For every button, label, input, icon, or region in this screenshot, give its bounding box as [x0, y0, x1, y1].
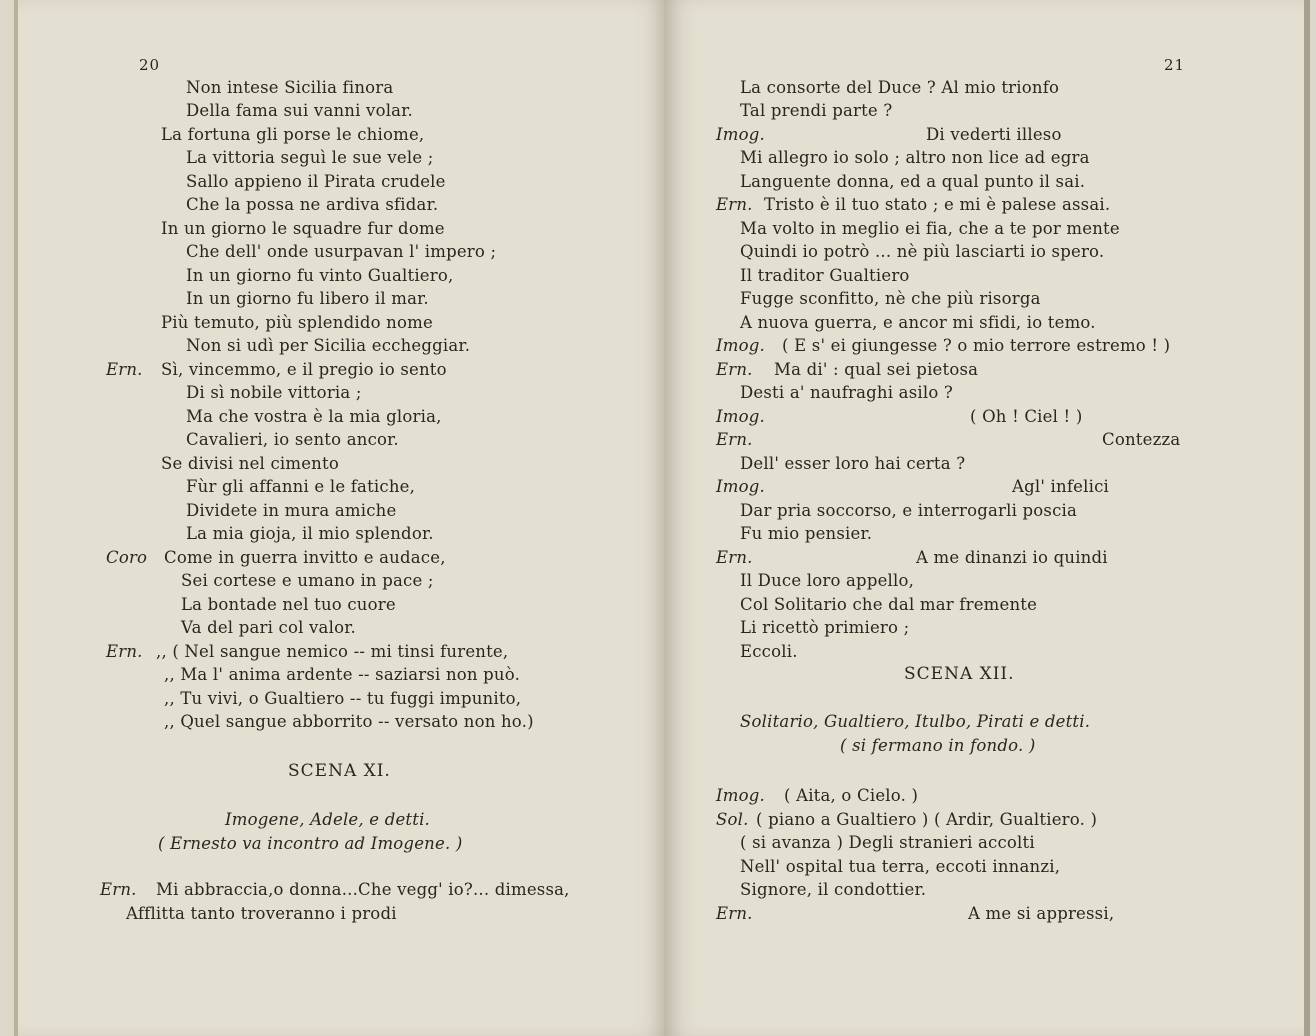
verse-line: Quindi io potrò ... nè più lasciarti io spero.	[740, 242, 1105, 261]
verse-line: Il Duce loro appello,	[740, 571, 915, 590]
verse-line: ( piano a Gualtiero ) ( Ardir, Gualtiero. )	[756, 810, 1098, 829]
speaker-label: Ern.	[106, 642, 143, 661]
verse-line: Languente donna, ed a qual punto il sai.	[740, 172, 1086, 191]
verse-line: Che la possa ne ardiva sfidar.	[186, 195, 439, 214]
verse-line: Contezza	[1102, 430, 1181, 449]
scene-characters: Solitario, Gualtiero, Itulbo, Pirati e detti.	[740, 712, 1091, 731]
verse-line: La fortuna gli porse le chiome,	[161, 125, 425, 144]
page-number-right: 21	[1164, 56, 1186, 74]
stage-direction: ( si fermano in fondo. )	[840, 736, 1036, 755]
verse-line: Dell' esser loro hai certa ?	[740, 454, 966, 473]
verse-line: In un giorno fu libero il mar.	[186, 289, 429, 308]
verse-line: La bontade nel tuo cuore	[181, 595, 396, 614]
verse-line: Fugge sconfitto, nè che più risorga	[740, 289, 1041, 308]
verse-line: Che dell' onde usurpavan l' impero ;	[186, 242, 497, 261]
stage-direction: ( Ernesto va incontro ad Imogene. )	[158, 834, 463, 853]
left-page	[14, 0, 668, 1036]
verse-line: A me si appressi,	[968, 904, 1115, 923]
speaker-label: Ern.	[716, 195, 753, 214]
speaker-label: Ern.	[716, 904, 753, 923]
speaker-label: Ern.	[106, 360, 143, 379]
verse-line: Non si udì per Sicilia eccheggiar.	[186, 336, 471, 355]
verse-line: Tal prendi parte ?	[740, 101, 893, 120]
speaker-label: Imog.	[716, 336, 765, 355]
speaker-label: Imog.	[716, 786, 765, 805]
scene-title: SCENA XII.	[904, 664, 1015, 684]
verse-line: Desti a' naufraghi asilo ?	[740, 383, 953, 402]
verse-line: Ma di' : qual sei pietosa	[774, 360, 979, 379]
verse-line: Di sì nobile vittoria ;	[186, 383, 362, 402]
speaker-label: Imog.	[716, 407, 765, 426]
right-page	[664, 0, 1310, 1036]
page-number-left: 20	[139, 56, 161, 74]
speaker-label: Ern.	[100, 880, 137, 899]
verse-line: ,, ( Nel sangue nemico -- mi tinsi furente,	[156, 642, 509, 661]
speaker-label: Sol.	[716, 810, 749, 829]
verse-line: Agl' infelici	[1012, 477, 1109, 496]
verse-line: Ma che vostra è la mia gloria,	[186, 407, 442, 426]
verse-line: Li ricettò primiero ;	[740, 618, 910, 637]
verse-line: Cavalieri, io sento ancor.	[186, 430, 399, 449]
verse-line: Nell' ospital tua terra, eccoti innanzi,	[740, 857, 1061, 876]
scene-title: SCENA XI.	[288, 761, 391, 781]
verse-line: Tristo è il tuo stato ; e mi è palese assai.	[764, 195, 1111, 214]
verse-line: Eccoli.	[740, 642, 798, 661]
speaker-label: Ern.	[716, 548, 753, 567]
verse-line: ( E s' ei giungesse ? o mio terrore estremo ! )	[782, 336, 1171, 355]
verse-line: In un giorno fu vinto Gualtiero,	[186, 266, 454, 285]
verse-line: In un giorno le squadre fur dome	[161, 219, 445, 238]
verse-line: Fu mio pensier.	[740, 524, 873, 543]
verse-line: ,, Quel sangue abborrito -- versato non ho.)	[164, 712, 534, 731]
verse-line: Sallo appieno il Pirata crudele	[186, 172, 446, 191]
verse-line: ( si avanza ) Degli stranieri accolti	[740, 833, 1035, 852]
verse-line: Se divisi nel cimento	[161, 454, 339, 473]
verse-line: Col Solitario che dal mar fremente	[740, 595, 1038, 614]
verse-line: Come in guerra invitto e audace,	[164, 548, 446, 567]
verse-line: Il traditor Gualtiero	[740, 266, 910, 285]
verse-line: La consorte del Duce ? Al mio trionfo	[740, 78, 1060, 97]
verse-line: ( Oh ! Ciel ! )	[970, 407, 1083, 426]
verse-line: ,, Tu vivi, o Gualtiero -- tu fuggi impunito,	[164, 689, 522, 708]
verse-line: La vittoria seguì le sue vele ;	[186, 148, 434, 167]
verse-line: ,, Ma l' anima ardente -- saziarsi non può.	[164, 665, 521, 684]
verse-line: Non intese Sicilia finora	[186, 78, 394, 97]
verse-line: Mi allegro io solo ; altro non lice ad egra	[740, 148, 1090, 167]
speaker-label: Imog.	[716, 125, 765, 144]
verse-line: Afflitta tanto troveranno i prodi	[126, 904, 397, 923]
verse-line: Sì, vincemmo, e il pregio io sento	[161, 360, 447, 379]
speaker-label: Ern.	[716, 430, 753, 449]
verse-line: Più temuto, più splendido nome	[161, 313, 433, 332]
scene-characters: Imogene, Adele, e detti.	[225, 810, 430, 829]
verse-line: A me dinanzi io quindi	[916, 548, 1108, 567]
verse-line: Mi abbraccia,o donna...Che vegg' io?... dimessa,	[156, 880, 570, 899]
verse-line: Sei cortese e umano in pace ;	[181, 571, 434, 590]
verse-line: Va del pari col valor.	[181, 618, 356, 637]
speaker-label: Ern.	[716, 360, 753, 379]
verse-line: Dividete in mura amiche	[186, 501, 397, 520]
verse-line: La mia gioja, il mio splendor.	[186, 524, 434, 543]
verse-line: Dar pria soccorso, e interrogarli poscia	[740, 501, 1078, 520]
verse-line: Della fama sui vanni volar.	[186, 101, 413, 120]
verse-line: Fùr gli affanni e le fatiche,	[186, 477, 416, 496]
verse-line: ( Aita, o Cielo. )	[784, 786, 919, 805]
verse-line: A nuova guerra, e ancor mi sfidi, io temo.	[740, 313, 1096, 332]
speaker-label: Coro	[106, 548, 148, 567]
speaker-label: Imog.	[716, 477, 765, 496]
verse-line: Ma volto in meglio ei fia, che a te por mente	[740, 219, 1120, 238]
verse-line: Di vederti illeso	[926, 125, 1062, 144]
verse-line: Signore, il condottier.	[740, 880, 927, 899]
